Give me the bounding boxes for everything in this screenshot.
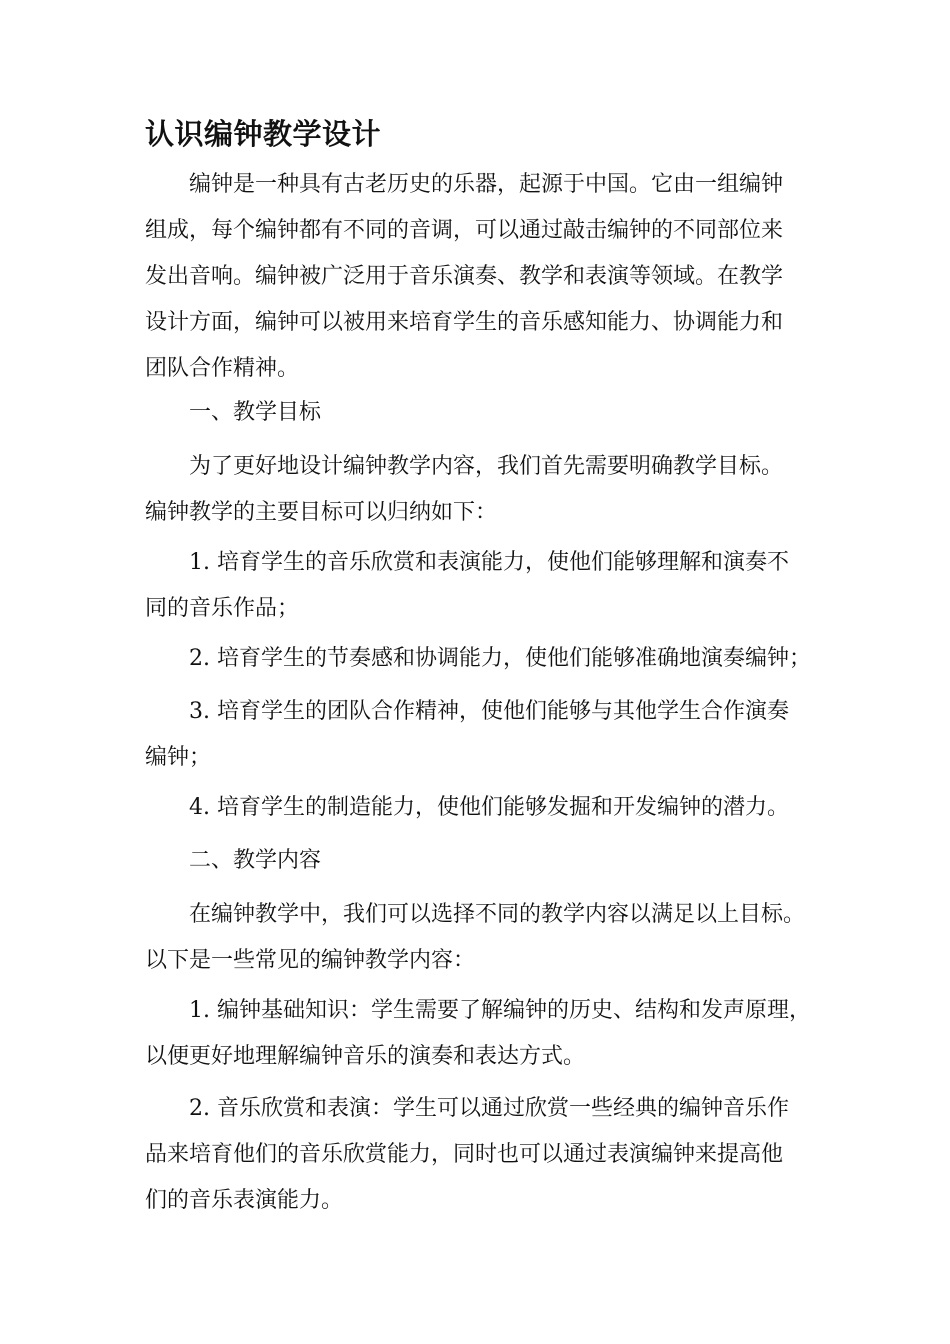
content-intro-paragraph bbox=[145, 892, 805, 984]
text-line: 团队合作精神。 bbox=[145, 356, 300, 381]
document-title: 认识编钟教学设计 bbox=[145, 117, 382, 151]
section-heading-text: 一、教学目标 bbox=[189, 400, 322, 425]
text-line: 组成，每个编钟都有不同的音调，可以通过敲击编钟的不同部位来 bbox=[145, 218, 784, 243]
intro-paragraph bbox=[145, 162, 805, 392]
text-line: 们的音乐表演能力。 bbox=[145, 1188, 344, 1213]
text-line: 以便更好地理解编钟音乐的演奏和表达方式。 bbox=[145, 1044, 586, 1069]
text-line: 1. 编钟基础知识：学生需要了解编钟的历史、结构和发声原理， bbox=[189, 998, 811, 1023]
goal-item-1 bbox=[145, 540, 805, 632]
text-line: 为了更好地设计编钟教学内容，我们首先需要明确教学目标。 bbox=[189, 454, 784, 479]
text-line: 以下是一些常见的编钟教学内容： bbox=[145, 948, 476, 973]
text-line: 4. 培育学生的制造能力，使他们能够发掘和开发编钟的潜力。 bbox=[189, 795, 789, 820]
section-heading-content bbox=[145, 838, 805, 884]
text-line: 编钟； bbox=[145, 745, 212, 770]
section-heading-goals bbox=[145, 390, 805, 436]
goals-intro-paragraph bbox=[145, 444, 805, 536]
text-line: 1. 培育学生的音乐欣赏和表演能力，使他们能够理解和演奏不 bbox=[189, 550, 789, 575]
text-line: 发出音响。编钟被广泛用于音乐演奏、教学和表演等领域。在教学 bbox=[145, 264, 784, 289]
text-line: 编钟是一种具有古老历史的乐器，起源于中国。它由一组编钟 bbox=[189, 172, 784, 197]
content-item-1 bbox=[145, 988, 811, 1080]
text-line: 同的音乐作品； bbox=[145, 596, 300, 621]
text-line: 2. 培育学生的节奏感和协调能力，使他们能够准确地演奏编钟； bbox=[189, 646, 811, 671]
goal-item-3 bbox=[145, 689, 805, 781]
goal-item-2 bbox=[145, 636, 811, 682]
content-item-2 bbox=[145, 1086, 805, 1224]
text-line: 在编钟教学中，我们可以选择不同的教学内容以满足以上目标。 bbox=[189, 902, 806, 927]
section-heading-text: 二、教学内容 bbox=[189, 848, 322, 873]
text-line: 3. 培育学生的团队合作精神，使他们能够与其他学生合作演奏 bbox=[189, 699, 789, 724]
text-line: 编钟教学的主要目标可以归纳如下： bbox=[145, 500, 498, 525]
text-line: 品来培育他们的音乐欣赏能力，同时也可以通过表演编钟来提高他 bbox=[145, 1142, 784, 1167]
text-line: 2. 音乐欣赏和表演：学生可以通过欣赏一些经典的编钟音乐作 bbox=[189, 1096, 789, 1121]
text-line: 设计方面，编钟可以被用来培育学生的音乐感知能力、协调能力和 bbox=[145, 310, 784, 335]
goal-item-4 bbox=[145, 785, 805, 831]
